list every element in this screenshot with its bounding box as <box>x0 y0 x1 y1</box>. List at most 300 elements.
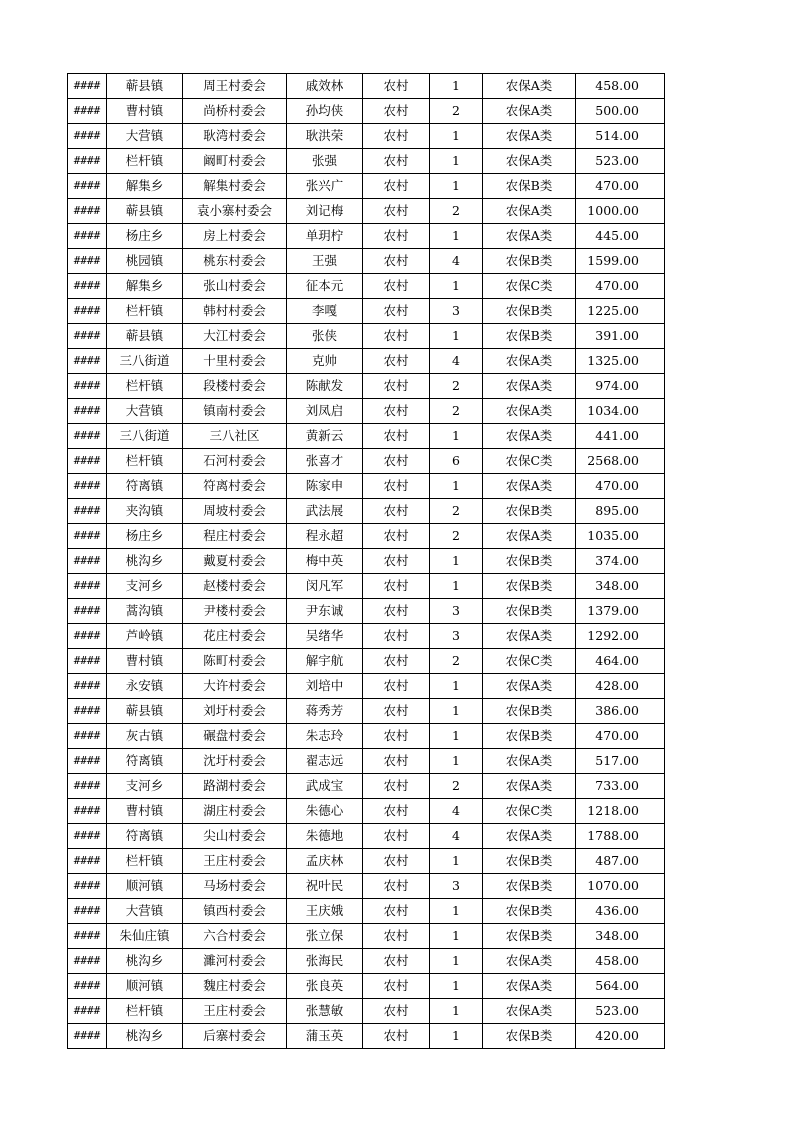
cell-id: #### <box>68 324 107 349</box>
cell-committee: 张山村委会 <box>183 274 287 299</box>
cell-town: 顺河镇 <box>107 874 183 899</box>
cell-id: #### <box>68 749 107 774</box>
cell-area: 农村 <box>363 374 430 399</box>
cell-amount: 487.00 <box>576 849 665 874</box>
cell-category: 农保A类 <box>483 774 576 799</box>
cell-name: 梅中英 <box>287 549 363 574</box>
table-row <box>68 699 665 724</box>
cell-id: #### <box>68 224 107 249</box>
cell-town: 栏杆镇 <box>107 449 183 474</box>
cell-area: 农村 <box>363 774 430 799</box>
cell-name: 武成宝 <box>287 774 363 799</box>
cell-area: 农村 <box>363 674 430 699</box>
cell-id: #### <box>68 149 107 174</box>
cell-town: 蕲县镇 <box>107 199 183 224</box>
cell-committee: 王庄村委会 <box>183 999 287 1024</box>
cell-name: 孟庆林 <box>287 849 363 874</box>
cell-amount: 470.00 <box>576 724 665 749</box>
cell-amount: 1000.00 <box>576 199 665 224</box>
cell-id: #### <box>68 924 107 949</box>
cell-id: #### <box>68 299 107 324</box>
cell-category: 农保B类 <box>483 499 576 524</box>
table-row <box>68 749 665 774</box>
cell-category: 农保B类 <box>483 899 576 924</box>
cell-id: #### <box>68 99 107 124</box>
cell-id: #### <box>68 424 107 449</box>
cell-id: #### <box>68 199 107 224</box>
table-row <box>68 649 665 674</box>
cell-amount: 514.00 <box>576 124 665 149</box>
cell-category: 农保B类 <box>483 849 576 874</box>
cell-amount: 1070.00 <box>576 874 665 899</box>
cell-category: 农保C类 <box>483 449 576 474</box>
cell-area: 农村 <box>363 99 430 124</box>
cell-town: 三八街道 <box>107 424 183 449</box>
cell-category: 农保A类 <box>483 224 576 249</box>
cell-id: #### <box>68 724 107 749</box>
cell-count: 1 <box>430 124 483 149</box>
table-row <box>68 499 665 524</box>
table-row <box>68 949 665 974</box>
cell-committee: 符离村委会 <box>183 474 287 499</box>
table-row <box>68 424 665 449</box>
cell-committee: 程庄村委会 <box>183 524 287 549</box>
cell-amount: 458.00 <box>576 949 665 974</box>
cell-committee: 后寨村委会 <box>183 1024 287 1049</box>
cell-category: 农保B类 <box>483 549 576 574</box>
cell-town: 蕲县镇 <box>107 74 183 99</box>
cell-name: 耿洪荣 <box>287 124 363 149</box>
cell-category: 农保A类 <box>483 999 576 1024</box>
cell-id: #### <box>68 74 107 99</box>
table-row <box>68 599 665 624</box>
cell-area: 农村 <box>363 824 430 849</box>
cell-amount: 1218.00 <box>576 799 665 824</box>
cell-amount: 348.00 <box>576 574 665 599</box>
cell-count: 2 <box>430 524 483 549</box>
cell-committee: 三八社区 <box>183 424 287 449</box>
cell-area: 农村 <box>363 449 430 474</box>
cell-committee: 碾盘村委会 <box>183 724 287 749</box>
table-row <box>68 374 665 399</box>
cell-area: 农村 <box>363 499 430 524</box>
cell-id: #### <box>68 874 107 899</box>
cell-name: 征本元 <box>287 274 363 299</box>
cell-committee: 耿湾村委会 <box>183 124 287 149</box>
cell-id: #### <box>68 699 107 724</box>
table-row <box>68 224 665 249</box>
cell-id: #### <box>68 124 107 149</box>
cell-town: 夹沟镇 <box>107 499 183 524</box>
cell-name: 张海民 <box>287 949 363 974</box>
cell-count: 2 <box>430 499 483 524</box>
cell-area: 农村 <box>363 474 430 499</box>
cell-area: 农村 <box>363 199 430 224</box>
cell-category: 农保A类 <box>483 949 576 974</box>
cell-count: 1 <box>430 999 483 1024</box>
cell-amount: 1788.00 <box>576 824 665 849</box>
cell-area: 农村 <box>363 74 430 99</box>
cell-id: #### <box>68 824 107 849</box>
cell-id: #### <box>68 274 107 299</box>
cell-committee: 十里村委会 <box>183 349 287 374</box>
cell-count: 1 <box>430 574 483 599</box>
table-row <box>68 149 665 174</box>
cell-count: 2 <box>430 399 483 424</box>
cell-area: 农村 <box>363 874 430 899</box>
cell-count: 1 <box>430 899 483 924</box>
cell-id: #### <box>68 549 107 574</box>
cell-id: #### <box>68 474 107 499</box>
cell-town: 栏杆镇 <box>107 299 183 324</box>
cell-name: 张良英 <box>287 974 363 999</box>
cell-count: 4 <box>430 349 483 374</box>
cell-id: #### <box>68 174 107 199</box>
cell-committee: 阚町村委会 <box>183 149 287 174</box>
cell-category: 农保B类 <box>483 599 576 624</box>
table-row <box>68 399 665 424</box>
cell-id: #### <box>68 399 107 424</box>
cell-town: 顺河镇 <box>107 974 183 999</box>
cell-amount: 391.00 <box>576 324 665 349</box>
table-row <box>68 899 665 924</box>
table-row <box>68 174 665 199</box>
cell-committee: 周坡村委会 <box>183 499 287 524</box>
cell-town: 朱仙庄镇 <box>107 924 183 949</box>
cell-committee: 解集村委会 <box>183 174 287 199</box>
cell-name: 克帅 <box>287 349 363 374</box>
cell-amount: 523.00 <box>576 999 665 1024</box>
cell-name: 刘培中 <box>287 674 363 699</box>
cell-category: 农保B类 <box>483 924 576 949</box>
cell-area: 农村 <box>363 524 430 549</box>
table-row <box>68 549 665 574</box>
cell-committee: 韩村村委会 <box>183 299 287 324</box>
cell-amount: 1292.00 <box>576 624 665 649</box>
cell-amount: 1034.00 <box>576 399 665 424</box>
cell-name: 尹东诚 <box>287 599 363 624</box>
cell-name: 戚效林 <box>287 74 363 99</box>
cell-amount: 420.00 <box>576 1024 665 1049</box>
cell-committee: 尹楼村委会 <box>183 599 287 624</box>
cell-name: 张喜才 <box>287 449 363 474</box>
cell-committee: 尚桥村委会 <box>183 99 287 124</box>
cell-area: 农村 <box>363 799 430 824</box>
cell-name: 张强 <box>287 149 363 174</box>
cell-town: 曹村镇 <box>107 649 183 674</box>
cell-area: 农村 <box>363 949 430 974</box>
cell-committee: 大江村委会 <box>183 324 287 349</box>
cell-name: 朱德地 <box>287 824 363 849</box>
cell-committee: 尖山村委会 <box>183 824 287 849</box>
cell-category: 农保A类 <box>483 624 576 649</box>
cell-name: 祝叶民 <box>287 874 363 899</box>
cell-area: 农村 <box>363 1024 430 1049</box>
cell-committee: 马场村委会 <box>183 874 287 899</box>
cell-category: 农保A类 <box>483 824 576 849</box>
cell-category: 农保B类 <box>483 299 576 324</box>
cell-count: 1 <box>430 324 483 349</box>
cell-id: #### <box>68 649 107 674</box>
cell-name: 张侠 <box>287 324 363 349</box>
cell-category: 农保B类 <box>483 249 576 274</box>
cell-category: 农保A类 <box>483 974 576 999</box>
cell-area: 农村 <box>363 299 430 324</box>
cell-name: 陈献发 <box>287 374 363 399</box>
cell-area: 农村 <box>363 649 430 674</box>
cell-count: 1 <box>430 549 483 574</box>
cell-name: 朱志玲 <box>287 724 363 749</box>
cell-category: 农保A类 <box>483 199 576 224</box>
cell-category: 农保B类 <box>483 1024 576 1049</box>
cell-count: 2 <box>430 649 483 674</box>
cell-amount: 445.00 <box>576 224 665 249</box>
cell-town: 大营镇 <box>107 124 183 149</box>
cell-count: 1 <box>430 274 483 299</box>
cell-name: 张慧敏 <box>287 999 363 1024</box>
cell-amount: 470.00 <box>576 474 665 499</box>
cell-committee: 王庄村委会 <box>183 849 287 874</box>
cell-count: 3 <box>430 624 483 649</box>
cell-committee: 沈圩村委会 <box>183 749 287 774</box>
cell-area: 农村 <box>363 549 430 574</box>
cell-id: #### <box>68 449 107 474</box>
cell-category: 农保C类 <box>483 649 576 674</box>
cell-town: 符离镇 <box>107 824 183 849</box>
cell-count: 3 <box>430 299 483 324</box>
table-row <box>68 99 665 124</box>
cell-count: 4 <box>430 249 483 274</box>
cell-category: 农保B类 <box>483 874 576 899</box>
cell-area: 农村 <box>363 899 430 924</box>
cell-amount: 974.00 <box>576 374 665 399</box>
cell-town: 支河乡 <box>107 574 183 599</box>
cell-name: 朱德心 <box>287 799 363 824</box>
cell-count: 1 <box>430 924 483 949</box>
cell-id: #### <box>68 249 107 274</box>
cell-name: 刘凤启 <box>287 399 363 424</box>
cell-count: 4 <box>430 824 483 849</box>
cell-town: 桃沟乡 <box>107 949 183 974</box>
cell-town: 曹村镇 <box>107 99 183 124</box>
cell-name: 单玥柠 <box>287 224 363 249</box>
cell-category: 农保C类 <box>483 274 576 299</box>
cell-count: 2 <box>430 774 483 799</box>
cell-amount: 386.00 <box>576 699 665 724</box>
cell-name: 闵凡军 <box>287 574 363 599</box>
cell-town: 桃沟乡 <box>107 1024 183 1049</box>
cell-count: 2 <box>430 374 483 399</box>
cell-id: #### <box>68 974 107 999</box>
cell-category: 农保B类 <box>483 574 576 599</box>
cell-amount: 895.00 <box>576 499 665 524</box>
cell-id: #### <box>68 849 107 874</box>
cell-amount: 374.00 <box>576 549 665 574</box>
cell-count: 1 <box>430 174 483 199</box>
cell-town: 芦岭镇 <box>107 624 183 649</box>
cell-count: 2 <box>430 99 483 124</box>
cell-committee: 镇西村委会 <box>183 899 287 924</box>
cell-town: 三八街道 <box>107 349 183 374</box>
table-body <box>68 74 665 1049</box>
cell-count: 1 <box>430 74 483 99</box>
cell-amount: 470.00 <box>576 174 665 199</box>
cell-committee: 段楼村委会 <box>183 374 287 399</box>
cell-category: 农保A类 <box>483 74 576 99</box>
cell-count: 4 <box>430 799 483 824</box>
cell-category: 农保A类 <box>483 349 576 374</box>
table-row <box>68 974 665 999</box>
cell-count: 6 <box>430 449 483 474</box>
cell-category: 农保A类 <box>483 524 576 549</box>
cell-amount: 1379.00 <box>576 599 665 624</box>
cell-category: 农保B类 <box>483 174 576 199</box>
cell-id: #### <box>68 774 107 799</box>
cell-id: #### <box>68 899 107 924</box>
cell-town: 符离镇 <box>107 749 183 774</box>
cell-area: 农村 <box>363 749 430 774</box>
cell-count: 1 <box>430 849 483 874</box>
cell-name: 蒋秀芳 <box>287 699 363 724</box>
cell-name: 陈家申 <box>287 474 363 499</box>
cell-name: 武法展 <box>287 499 363 524</box>
cell-area: 农村 <box>363 724 430 749</box>
cell-area: 农村 <box>363 249 430 274</box>
cell-amount: 500.00 <box>576 99 665 124</box>
cell-count: 1 <box>430 749 483 774</box>
cell-amount: 428.00 <box>576 674 665 699</box>
cell-area: 农村 <box>363 699 430 724</box>
cell-category: 农保A类 <box>483 124 576 149</box>
cell-area: 农村 <box>363 599 430 624</box>
cell-committee: 濉河村委会 <box>183 949 287 974</box>
cell-category: 农保A类 <box>483 474 576 499</box>
table-row <box>68 999 665 1024</box>
cell-committee: 镇南村委会 <box>183 399 287 424</box>
cell-name: 王强 <box>287 249 363 274</box>
table-row <box>68 574 665 599</box>
table-row <box>68 924 665 949</box>
cell-committee: 桃东村委会 <box>183 249 287 274</box>
cell-town: 栏杆镇 <box>107 374 183 399</box>
cell-town: 曹村镇 <box>107 799 183 824</box>
cell-committee: 湖庄村委会 <box>183 799 287 824</box>
cell-name: 黄新云 <box>287 424 363 449</box>
cell-id: #### <box>68 949 107 974</box>
table-row <box>68 299 665 324</box>
cell-area: 农村 <box>363 924 430 949</box>
cell-amount: 733.00 <box>576 774 665 799</box>
cell-town: 蕲县镇 <box>107 699 183 724</box>
cell-category: 农保A类 <box>483 399 576 424</box>
cell-town: 栏杆镇 <box>107 849 183 874</box>
cell-committee: 周王村委会 <box>183 74 287 99</box>
cell-amount: 470.00 <box>576 274 665 299</box>
cell-town: 桃园镇 <box>107 249 183 274</box>
cell-town: 栏杆镇 <box>107 999 183 1024</box>
cell-amount: 2568.00 <box>576 449 665 474</box>
table-row <box>68 74 665 99</box>
cell-category: 农保B类 <box>483 324 576 349</box>
cell-amount: 523.00 <box>576 149 665 174</box>
cell-category: 农保A类 <box>483 424 576 449</box>
cell-count: 1 <box>430 949 483 974</box>
cell-name: 王庆娥 <box>287 899 363 924</box>
table-row <box>68 274 665 299</box>
cell-committee: 刘圩村委会 <box>183 699 287 724</box>
cell-amount: 458.00 <box>576 74 665 99</box>
cell-town: 桃沟乡 <box>107 549 183 574</box>
table-row <box>68 774 665 799</box>
table-row <box>68 874 665 899</box>
table-row <box>68 324 665 349</box>
cell-area: 农村 <box>363 624 430 649</box>
benefit-table <box>67 73 665 1049</box>
cell-count: 1 <box>430 974 483 999</box>
cell-count: 1 <box>430 724 483 749</box>
cell-area: 农村 <box>363 574 430 599</box>
cell-amount: 1599.00 <box>576 249 665 274</box>
cell-area: 农村 <box>363 399 430 424</box>
cell-count: 2 <box>430 199 483 224</box>
cell-committee: 路湖村委会 <box>183 774 287 799</box>
cell-committee: 魏庄村委会 <box>183 974 287 999</box>
cell-count: 1 <box>430 474 483 499</box>
table-row <box>68 349 665 374</box>
cell-amount: 564.00 <box>576 974 665 999</box>
cell-area: 农村 <box>363 124 430 149</box>
cell-area: 农村 <box>363 349 430 374</box>
cell-id: #### <box>68 574 107 599</box>
cell-town: 栏杆镇 <box>107 149 183 174</box>
cell-id: #### <box>68 624 107 649</box>
cell-name: 解宇航 <box>287 649 363 674</box>
cell-amount: 1035.00 <box>576 524 665 549</box>
table-row <box>68 849 665 874</box>
cell-category: 农保A类 <box>483 374 576 399</box>
cell-amount: 348.00 <box>576 924 665 949</box>
cell-committee: 六合村委会 <box>183 924 287 949</box>
cell-id: #### <box>68 799 107 824</box>
table-row <box>68 824 665 849</box>
cell-amount: 441.00 <box>576 424 665 449</box>
cell-category: 农保B类 <box>483 724 576 749</box>
table-row <box>68 624 665 649</box>
cell-area: 农村 <box>363 149 430 174</box>
cell-area: 农村 <box>363 424 430 449</box>
table-row <box>68 449 665 474</box>
cell-count: 3 <box>430 874 483 899</box>
cell-town: 符离镇 <box>107 474 183 499</box>
cell-count: 1 <box>430 699 483 724</box>
table-row <box>68 124 665 149</box>
cell-count: 1 <box>430 424 483 449</box>
table-row <box>68 799 665 824</box>
cell-committee: 房上村委会 <box>183 224 287 249</box>
cell-area: 农村 <box>363 224 430 249</box>
cell-committee: 陈町村委会 <box>183 649 287 674</box>
cell-category: 农保B类 <box>483 699 576 724</box>
cell-town: 杨庄乡 <box>107 524 183 549</box>
cell-id: #### <box>68 349 107 374</box>
cell-category: 农保A类 <box>483 149 576 174</box>
table-row <box>68 674 665 699</box>
cell-town: 解集乡 <box>107 174 183 199</box>
cell-area: 农村 <box>363 849 430 874</box>
cell-area: 农村 <box>363 274 430 299</box>
cell-count: 1 <box>430 1024 483 1049</box>
cell-area: 农村 <box>363 974 430 999</box>
